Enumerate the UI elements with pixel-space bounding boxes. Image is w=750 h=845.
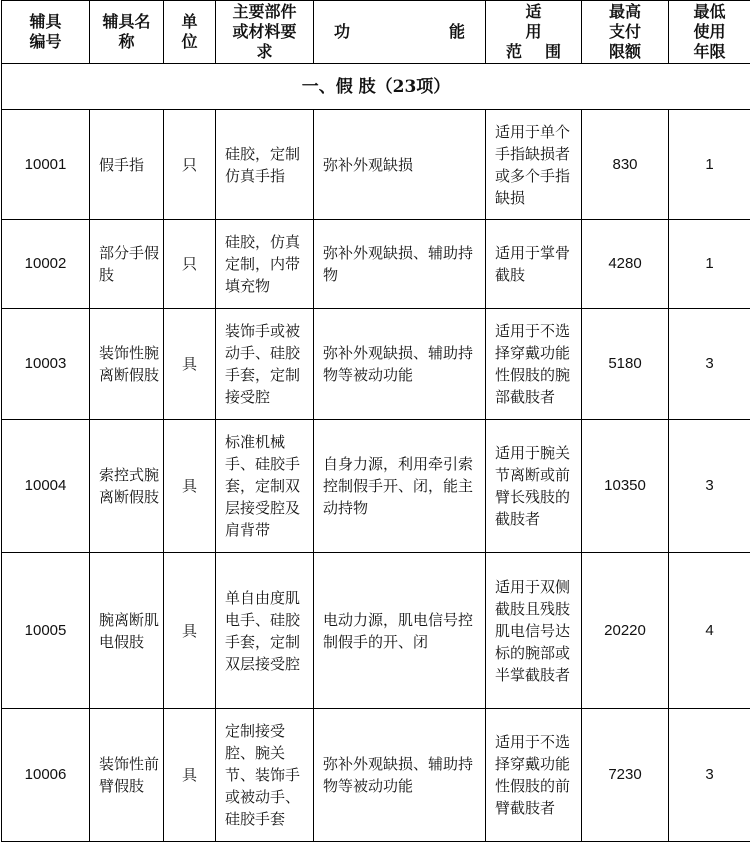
cell-scope: 适用于不选择穿戴功能性假肢的腕部截肢者 [486,309,582,420]
cell-scope: 适用于腕关节离断或前臂长残肢的截肢者 [486,420,582,553]
cell-function: 电动力源，肌电信号控制假手的开、闭 [314,553,486,709]
table-row [2,553,750,709]
cell-limit: 7230 [582,709,669,842]
cell-code: 10006 [2,709,90,842]
cell-scope: 适用于掌骨截肢 [486,220,582,309]
cell-limit: 5180 [582,309,669,420]
header-code: 辅具 编号 [2,1,90,64]
table-row [2,220,750,309]
cell-material: 装饰手或被动手、硅胶手套，定制接受腔 [216,309,314,420]
cell-code: 10003 [2,309,90,420]
cell-function: 自身力源，利用牵引索控制假手开、闭，能主动持物 [314,420,486,553]
cell-years: 1 [669,110,750,220]
cell-function: 弥补外观缺损、辅助持物等被动功能 [314,309,486,420]
cell-unit: 具 [164,553,216,709]
cell-scope: 适用于单个手指缺损者或多个手指缺损 [486,110,582,220]
cell-function: 弥补外观缺损、辅助持物等被动功能 [314,709,486,842]
header-name: 辅具名 称 [90,1,164,64]
table-row [2,420,750,553]
cell-material: 硅胶，定制仿真手指 [216,110,314,220]
cell-name: 装饰性前臂假肢 [90,709,164,842]
cell-years: 3 [669,709,750,842]
table-row [2,709,750,842]
cell-function: 弥补外观缺损、辅助持物 [314,220,486,309]
cell-limit: 20220 [582,553,669,709]
cell-code: 10001 [2,110,90,220]
cell-unit: 只 [164,220,216,309]
cell-years: 3 [669,420,750,553]
cell-scope: 适用于双侧截肢且残肢肌电信号达标的腕部或半掌截肢者 [486,553,582,709]
cell-function: 弥补外观缺损 [314,110,486,220]
cell-name: 腕离断肌电假肢 [90,553,164,709]
cell-unit: 只 [164,110,216,220]
header-row [2,1,750,64]
cell-years: 4 [669,553,750,709]
cell-material: 定制接受腔、腕关节、装饰手或被动手、硅胶手套 [216,709,314,842]
prosthesis-table [1,0,750,842]
cell-name: 装饰性腕离断假肢 [90,309,164,420]
section-row [2,64,750,110]
cell-unit: 具 [164,709,216,842]
header-unit: 单 位 [164,1,216,64]
table-row [2,110,750,220]
cell-code: 10002 [2,220,90,309]
cell-years: 3 [669,309,750,420]
cell-code: 10005 [2,553,90,709]
cell-name: 索控式腕离断假肢 [90,420,164,553]
cell-scope: 适用于不选择穿戴功能性假肢的前臂截肢者 [486,709,582,842]
header-limit: 最高 支付 限额 [582,1,669,64]
cell-name: 部分手假肢 [90,220,164,309]
cell-years: 1 [669,220,750,309]
cell-limit: 830 [582,110,669,220]
header-scope: 适 用 范 围 [486,1,582,64]
header-years: 最低 使用 年限 [669,1,750,64]
cell-material: 硅胶，仿真定制，内带填充物 [216,220,314,309]
cell-limit: 4280 [582,220,669,309]
cell-unit: 具 [164,420,216,553]
cell-material: 单自由度肌电手、硅胶手套，定制双层接受腔 [216,553,314,709]
cell-code: 10004 [2,420,90,553]
header-material: 主要部件 或材料要 求 [216,1,314,64]
cell-unit: 具 [164,309,216,420]
section-title: 一、假 肢（23项） [2,64,750,110]
cell-material: 标准机械手、硅胶手套，定制双层接受腔及肩背带 [216,420,314,553]
table-row [2,309,750,420]
cell-limit: 10350 [582,420,669,553]
cell-name: 假手指 [90,110,164,220]
header-function: 功 能 [314,1,486,64]
